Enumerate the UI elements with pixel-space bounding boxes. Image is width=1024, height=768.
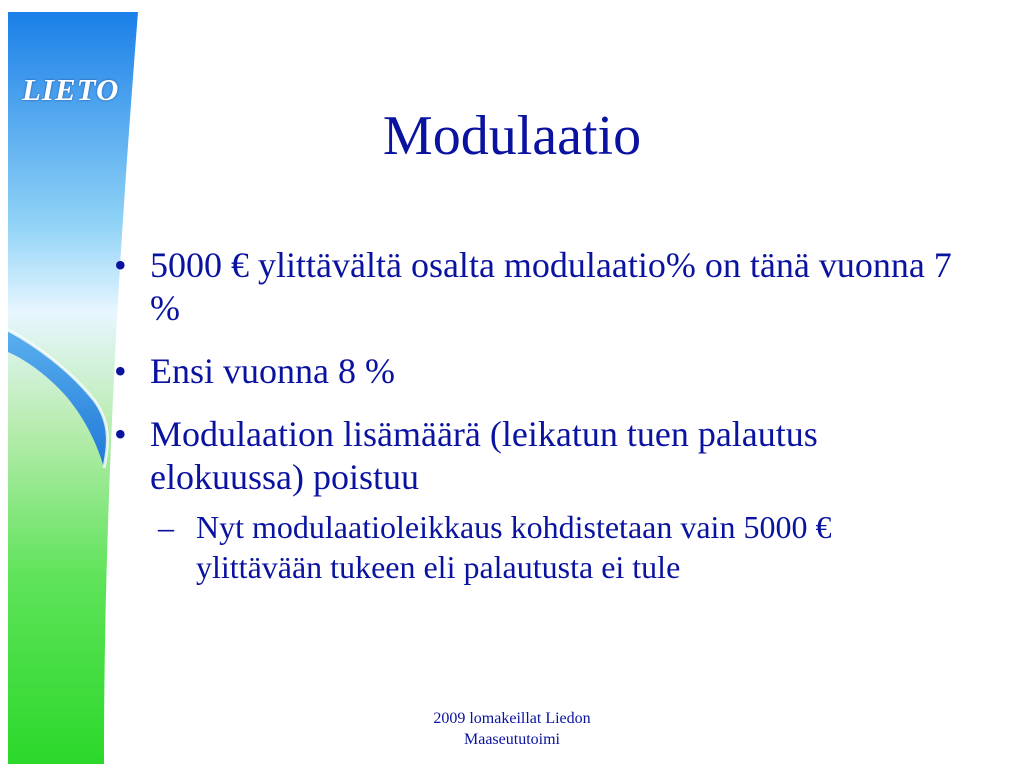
bullet-item [112, 350, 972, 393]
logo-lieto: LIETO [22, 72, 120, 107]
slide-title: Modulaatio [382, 105, 642, 167]
bullet-marker: • [114, 351, 127, 391]
footer-line: 2009 lomakeillat Liedon [433, 710, 591, 727]
bullet-text: 5000 € ylittävältä osalta modulaatio% on tänä vuonna 7 % [150, 245, 952, 328]
sub-bullet-item [150, 507, 956, 587]
slide-footer [384, 708, 640, 750]
bullet-list [112, 244, 972, 607]
bullet-marker: • [114, 245, 127, 285]
bullet-item [112, 413, 972, 587]
bullet-marker: • [114, 414, 127, 454]
sub-bullet-list [150, 507, 972, 587]
bullet-text: Modulaation lisämäärä (leikatun tuen palautus elokuussa) poistuu [150, 414, 818, 497]
bullet-item [112, 244, 972, 330]
bullet-text: Ensi vuonna 8 % [150, 351, 395, 391]
sub-bullet-marker: – [158, 509, 174, 545]
sub-bullet-text: Nyt modulaatioleikkaus kohdistetaan vain 5000 € ylittävään tukeen eli palautusta ei tule [196, 509, 832, 585]
footer-line: Maaseututoimi [464, 731, 560, 748]
